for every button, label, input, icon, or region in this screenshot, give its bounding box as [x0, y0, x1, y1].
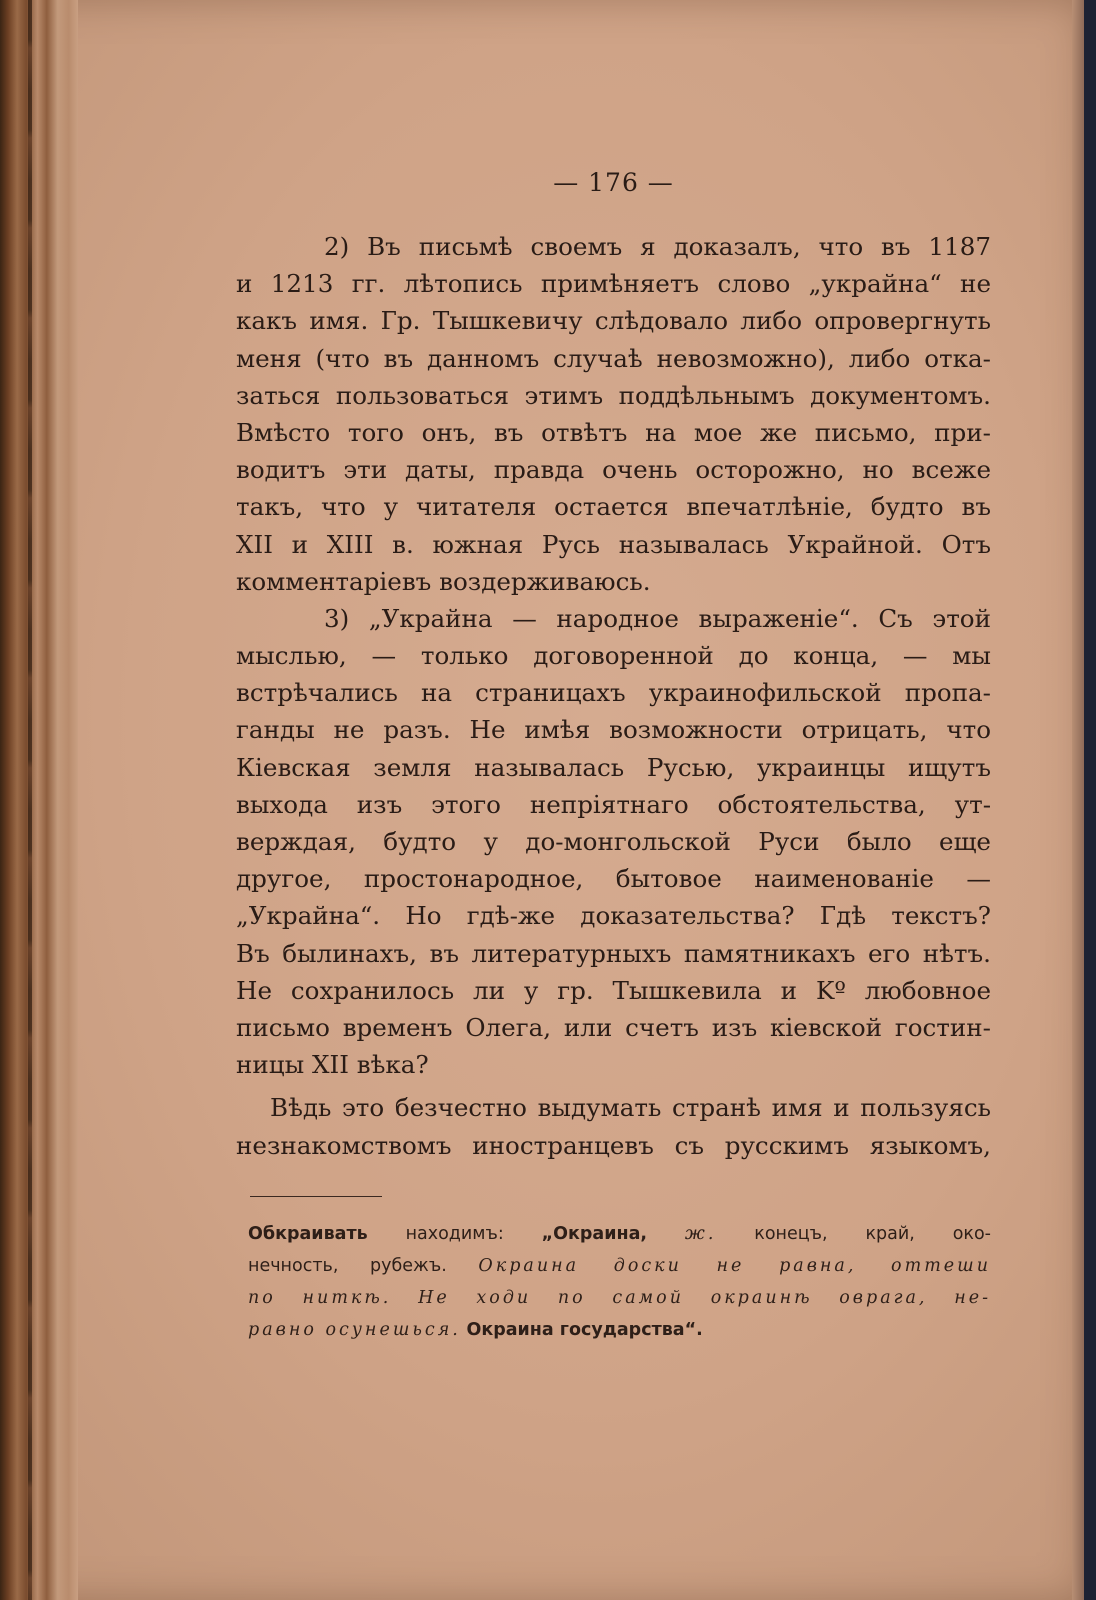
text-line: другое, простонародное, бытовое наименованіе —	[236, 864, 991, 894]
text-line: комментаріевъ воздерживаюсь.	[236, 566, 651, 596]
text-line: 2) Въ письмѣ своемъ я доказалъ, что въ 1187	[324, 232, 991, 261]
footnote-line	[248, 1218, 991, 1250]
footnote-line	[248, 1282, 991, 1314]
text-line: меня (что въ данномъ случаѣ невозможно), либо отка-	[236, 343, 991, 373]
footnote-line	[248, 1250, 991, 1282]
page-right-edge	[1072, 0, 1084, 1600]
text-line: Кіевская земля называлась Русью, украинцы ищутъ	[236, 752, 991, 782]
footnote-term: Обкраивать	[248, 1224, 368, 1244]
text-line: выхода изъ этого непріятнаго обстоятельства, ут-	[236, 789, 991, 819]
text-line: верждая, будто у до-монгольской Руси было еще	[236, 827, 991, 856]
text-line: незнакомствомъ иностранцевъ съ русскимъ языкомъ,	[236, 1130, 991, 1160]
footnote-text: Окраина государства“.	[466, 1320, 703, 1340]
footnote-text: нечность, рубежъ.	[248, 1256, 447, 1276]
text-line: такъ, что у читателя остается впечатлѣніе, будто въ	[236, 492, 991, 522]
book-spine-gutter	[0, 0, 78, 1600]
page-number: — 176 —	[553, 168, 674, 197]
text-line: мыслью, — только договоренной до конца, — мы	[236, 641, 991, 671]
footnote-italic: Окраина доски не равна, оттеши	[478, 1256, 991, 1276]
spine-crack	[28, 0, 32, 1600]
footnote-line	[248, 1314, 991, 1346]
text-line: встрѣчались на страницахъ украинофильской пропа-	[236, 678, 991, 708]
text-line: ганды не разъ. Не имѣя возможности отрицать, что	[236, 715, 991, 745]
text-line: 3) „Украйна — народное выраженіе“. Съ этой	[324, 603, 991, 633]
main-text	[236, 228, 991, 1164]
text-line: заться пользоваться этимъ поддѣльнымъ документомъ.	[236, 380, 991, 410]
footnote-rule	[250, 1196, 382, 1197]
text-line: Въ былинахъ, въ литературныхъ памятникахъ его нѣтъ.	[236, 938, 991, 968]
footnote	[248, 1218, 991, 1346]
text-line: „Украйна“. Но гдѣ-же доказательства? Гдѣ текстъ?	[236, 901, 991, 931]
text-line: XII и XIII в. южная Русь называлась Украйной. Отъ	[236, 529, 991, 559]
footnote-term: „Окраина,	[541, 1224, 648, 1244]
footnote-italic: по ниткѣ. Не ходи по самой окраинѣ оврага, не-	[248, 1288, 991, 1308]
text-line: ницы XII вѣка?	[236, 1050, 429, 1080]
text-line: Не сохранилось ли у гр. Тышкевила и Kº любовное	[236, 975, 991, 1005]
text-line: какъ имя. Гр. Тышкевичу слѣдовало либо опровергнуть	[236, 306, 991, 336]
text-line: и 1213 гг. лѣтопись примѣняетъ слово „украйна“ не	[236, 269, 991, 299]
footnote-text: находимъ:	[405, 1224, 504, 1244]
text-line: письмо временъ Олега, или счетъ изъ кіевской гостин-	[236, 1012, 991, 1042]
text-line: водитъ эти даты, правда очень осторожно, но всеже	[236, 455, 991, 485]
footnote-italic: ж.	[684, 1224, 717, 1244]
text-line: Вмѣсто того онъ, въ отвѣтъ на мое же письмо, при-	[236, 417, 991, 447]
footnote-italic: равно осунешься.	[248, 1320, 461, 1340]
footnote-text: конецъ, край, око-	[754, 1224, 991, 1244]
text-line: Вѣдь это безчестно выдумать странѣ имя и пользуясь	[270, 1093, 991, 1123]
